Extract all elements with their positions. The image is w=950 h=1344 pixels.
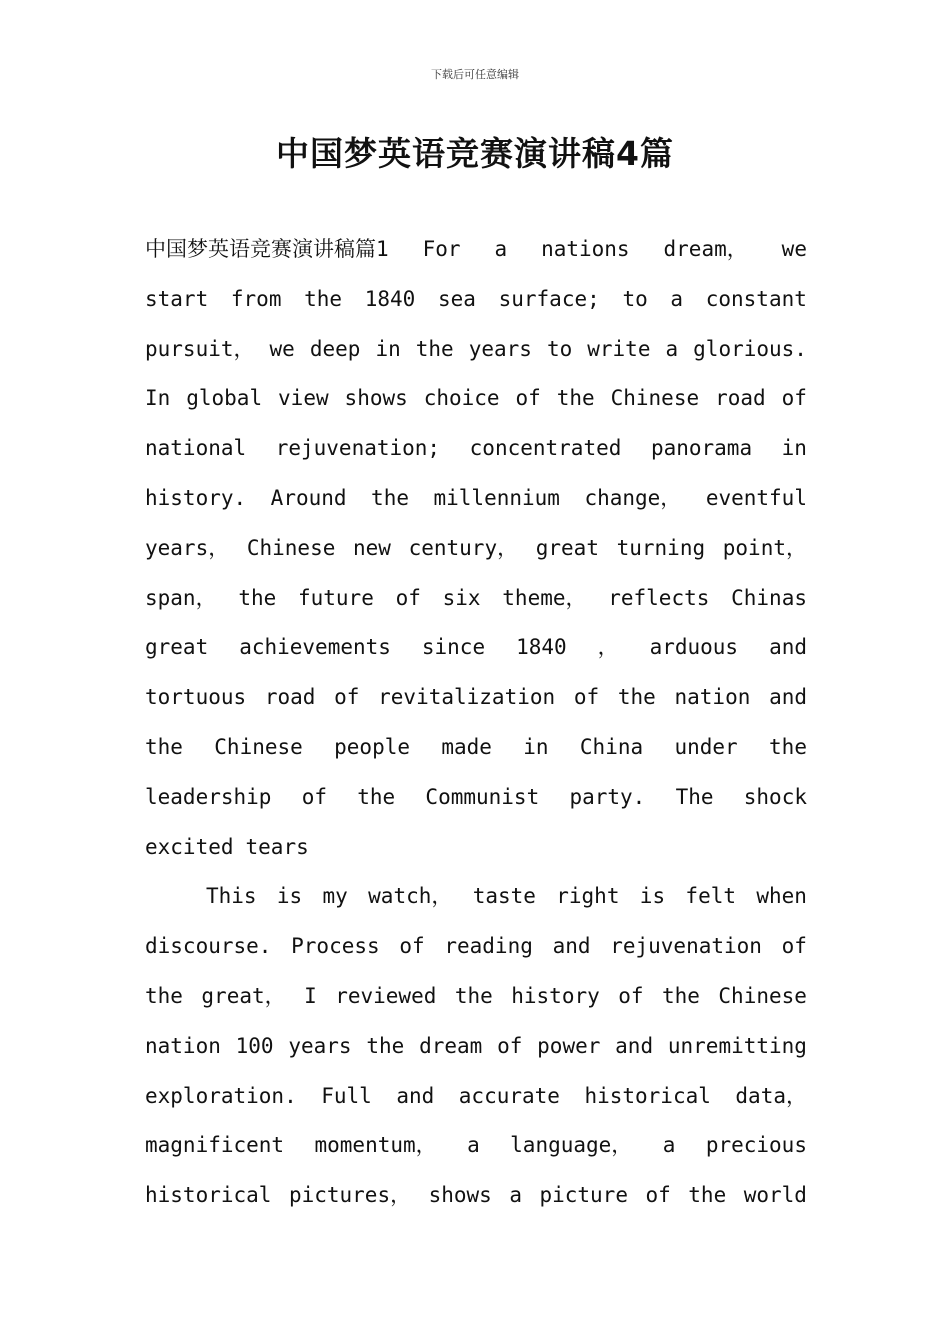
text-line: In global view shows choice of the Chinese road of — [145, 386, 807, 411]
text-line: historical pictures， shows a picture of the world — [145, 1183, 807, 1208]
text-line: discourse. Process of reading and rejuvenation of — [145, 934, 807, 959]
text-line: span， the future of six theme， reflects Chinas — [145, 585, 807, 610]
text-line: leadership of the Communist party. The shock — [145, 784, 807, 809]
text-line: tortuous road of revitalization of the nation and — [145, 685, 807, 710]
text-line: pursuit， we deep in the years to write a glorious. — [145, 336, 807, 361]
text-line: 中国梦英语竞赛演讲稿篇1 For a nations dream， we — [145, 237, 807, 261]
text-line: start from the 1840 sea surface; to a constant — [145, 286, 807, 311]
document-body — [145, 225, 807, 1221]
text-line: exploration. Full and accurate historical data， — [145, 1083, 807, 1108]
text-line: the Chinese people made in China under the — [145, 734, 807, 759]
text-line: This is my watch， taste right is felt when — [206, 884, 807, 909]
text-line: great achievements since 1840 ， arduous and — [145, 635, 807, 660]
text-line: national rejuvenation; concentrated panorama in — [145, 436, 807, 461]
text-line: years， Chinese new century， great turning point， — [145, 535, 807, 560]
document-title: 中国梦英语竞赛演讲稿4篇 — [276, 134, 674, 173]
text-line: nation 100 years the dream of power and unremitting — [145, 1033, 807, 1058]
text-line: magnificent momentum， a language， a precious — [145, 1133, 807, 1158]
text-line: the great， I reviewed the history of the Chinese — [145, 983, 807, 1008]
text-line: excited tears — [145, 834, 309, 859]
page-header-note: 下载后可任意编辑 — [431, 68, 519, 81]
text-line: history. Around the millennium change， eventful — [145, 485, 807, 510]
